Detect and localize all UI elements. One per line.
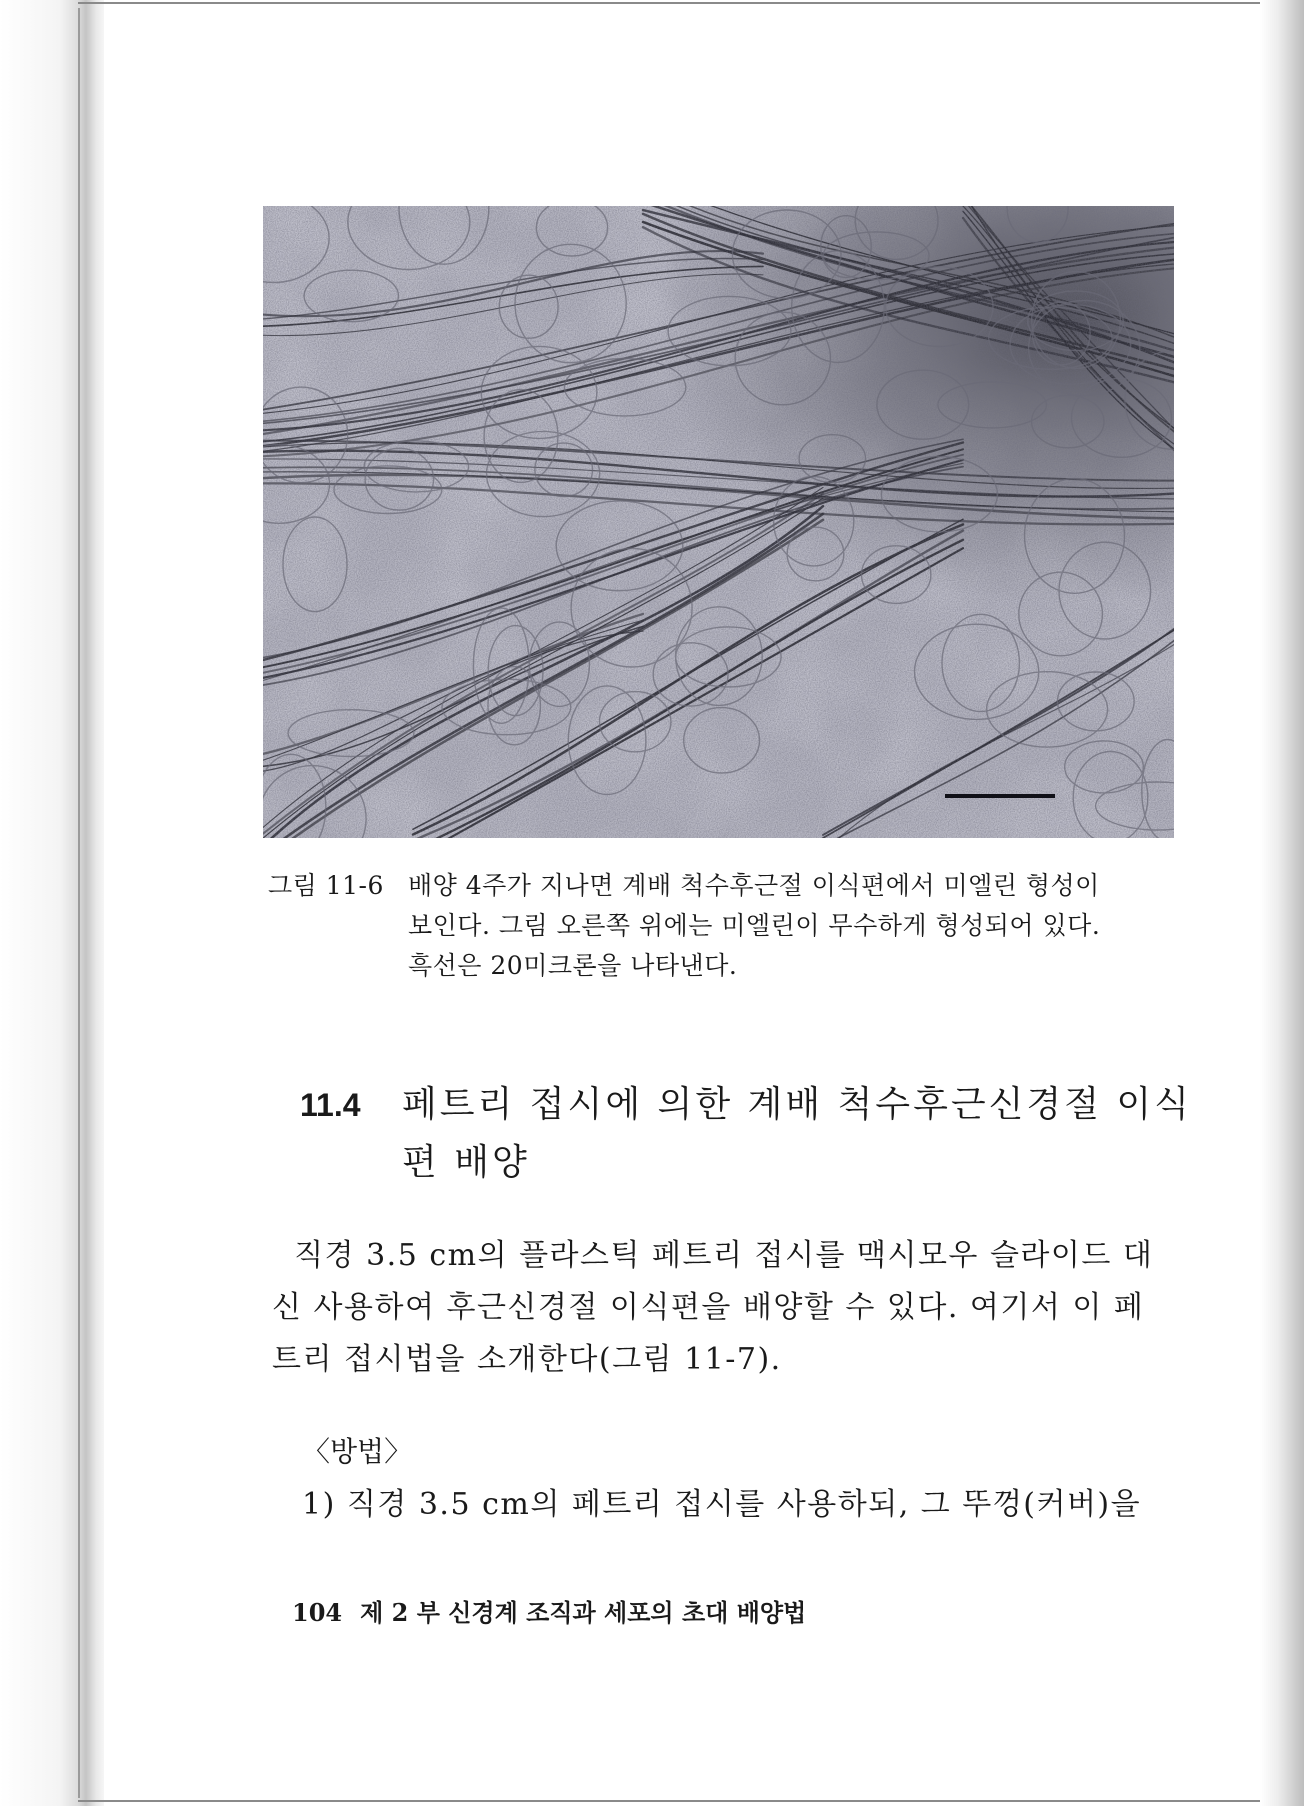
body-line: 트리 접시법을 소개한다(그림 11-7). xyxy=(272,1342,782,1377)
caption-line: 흑선은 20미크론을 나타낸다. xyxy=(408,951,738,980)
book-spine-edge xyxy=(0,0,104,1806)
section-title xyxy=(402,1076,1192,1192)
body-line: 직경 3.5 cm의 플라스틱 페트리 접시를 맥시모우 슬라이드 대 xyxy=(272,1238,1154,1273)
page-number: 104 xyxy=(292,1598,343,1627)
section-number: 11.4 xyxy=(300,1087,361,1123)
running-footer xyxy=(292,1596,806,1630)
page-right-shadow xyxy=(1260,0,1304,1806)
figure-caption-text xyxy=(408,866,1178,986)
book-spine-line xyxy=(78,8,80,1798)
caption-line: 배양 4주가 지나면 계배 척수후근절 이식편에서 미엘린 형성이 xyxy=(408,871,1100,900)
figure-label: 그림 11-6 xyxy=(268,871,384,900)
method-label: 〈방법〉 xyxy=(302,1435,413,1468)
running-title: 제 2 부 신경계 조직과 세포의 초대 배양법 xyxy=(360,1598,807,1627)
section-title-line: 편 배양 xyxy=(402,1142,530,1183)
method-step-1: 1) 직경 3.5 cm의 페트리 접시를 사용하되, 그 뚜껑(커버)을 xyxy=(302,1487,1142,1522)
caption-line: 보인다. 그림 오른쪽 위에는 미엘린이 무수하게 형성되어 있다. xyxy=(408,911,1101,940)
section-title-line: 페트리 접시에 의한 계배 척수후근신경절 이식 xyxy=(402,1084,1192,1125)
micrograph-image xyxy=(263,206,1174,838)
body-line: 신 사용하여 후근신경절 이식편을 배양할 수 있다. 여기서 이 페 xyxy=(272,1290,1145,1325)
book-bottom-edge xyxy=(78,1800,1283,1802)
body-paragraph xyxy=(272,1230,1177,1386)
